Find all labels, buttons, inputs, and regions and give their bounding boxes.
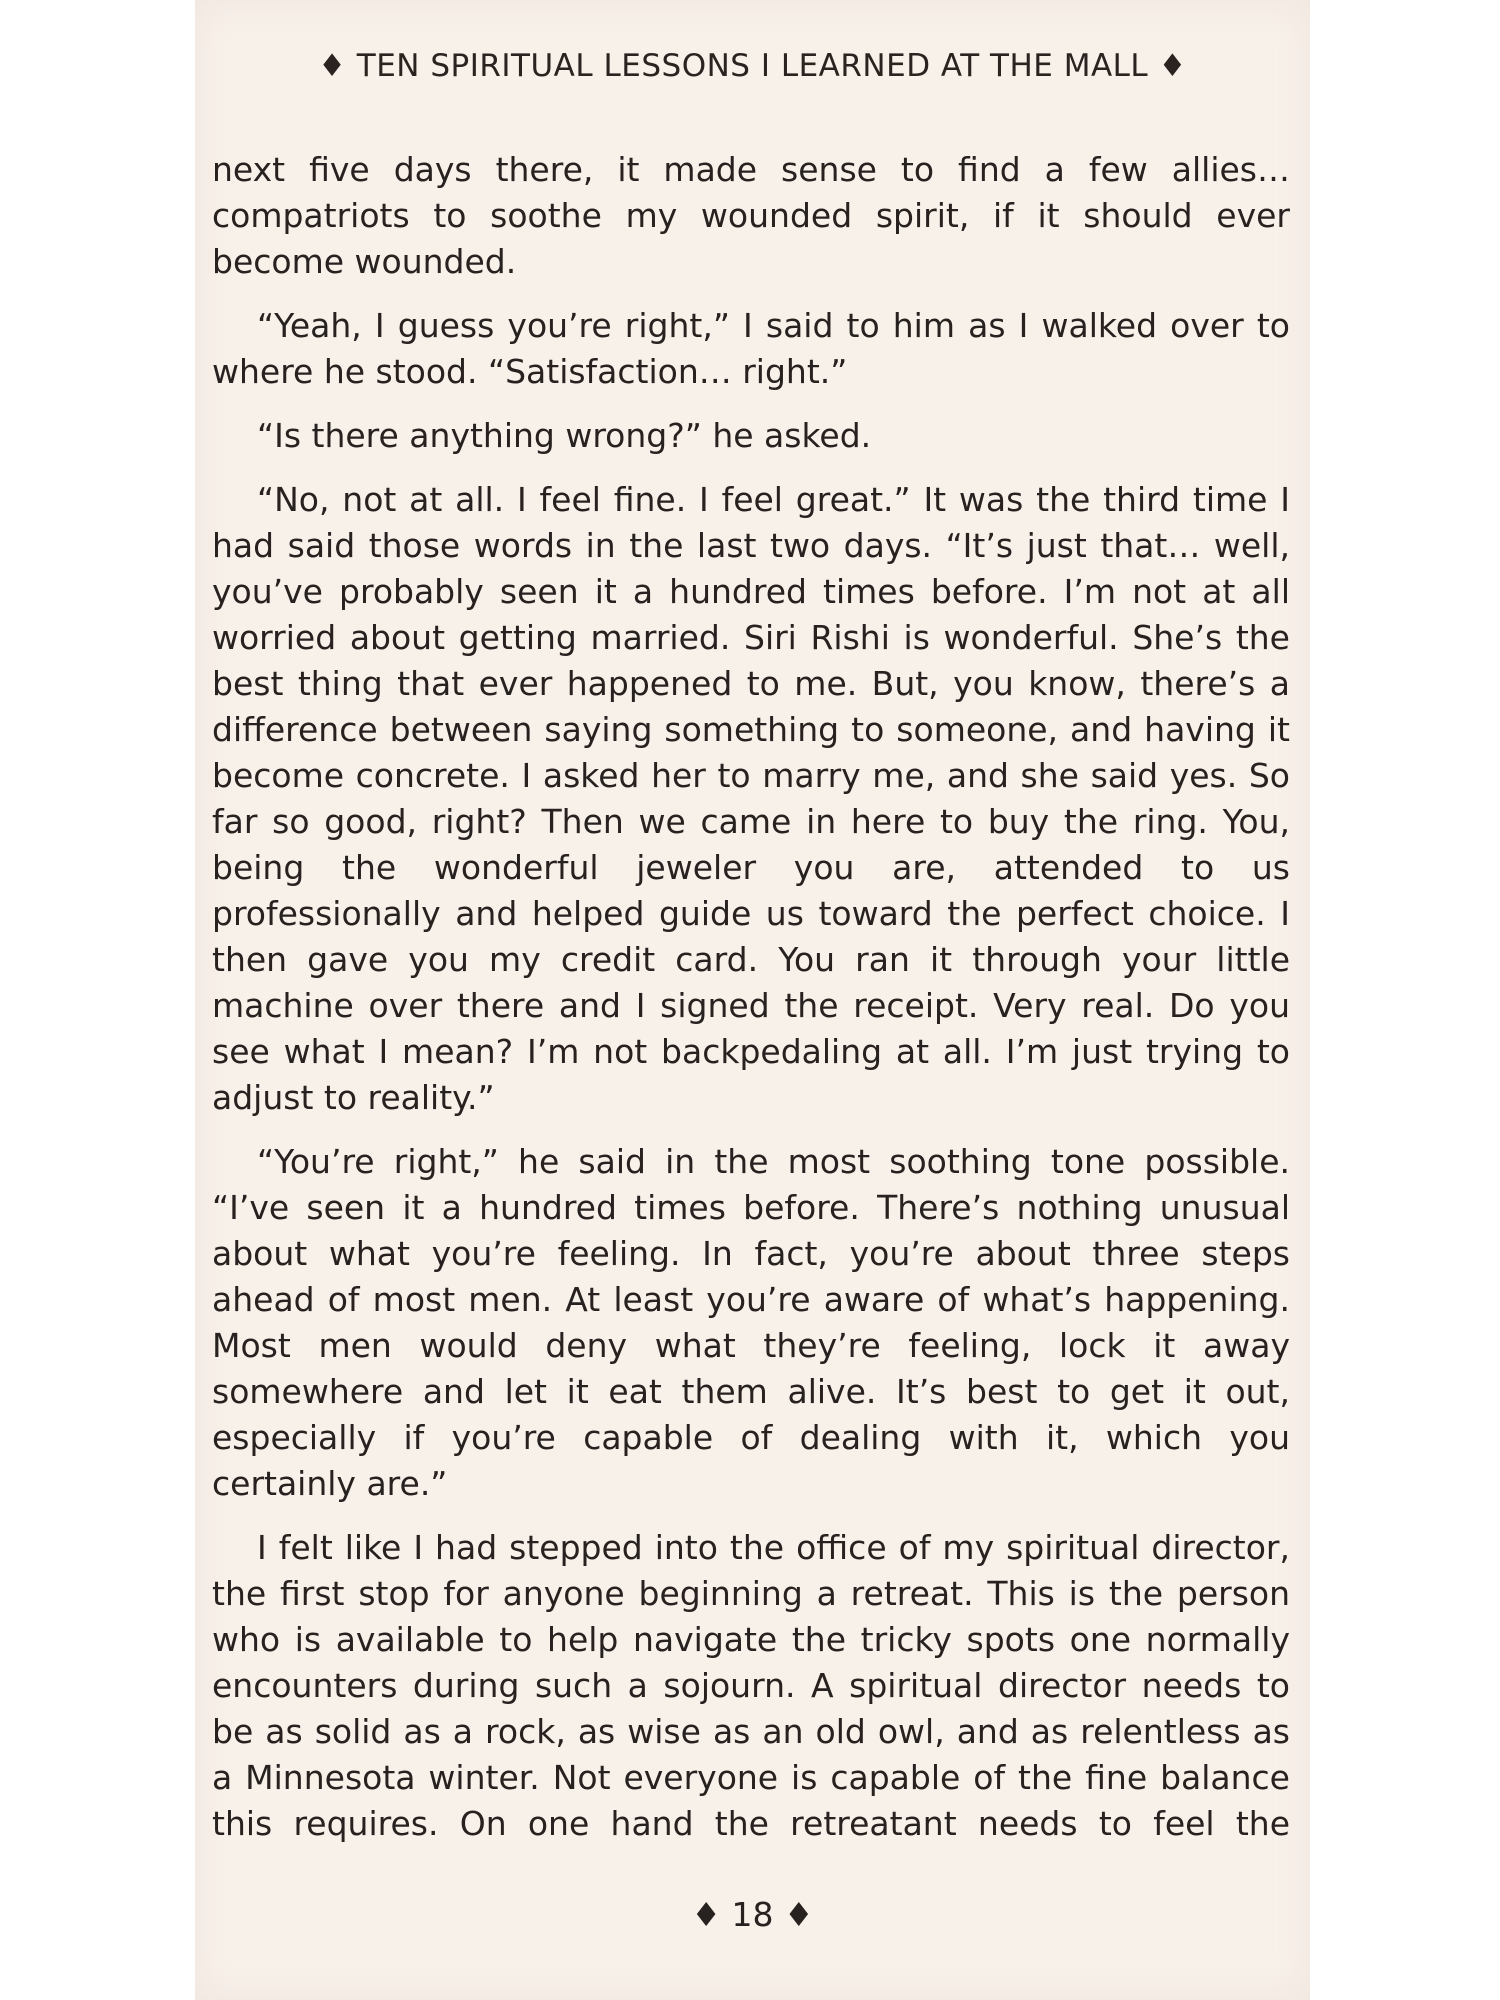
- body-text: [212, 147, 1290, 1865]
- paragraph: next five days there, it made sense to find a few allies… compatriots to soothe my wounded spirit, if it should ever become wounded.: [212, 150, 1290, 281]
- paragraph: “You’re right,” he said in the most soothing tone possible. “I’ve seen it a hundred times before. There’s nothing unusual about what you’re feeling. In fact, you’re about three steps ahead of most men. At least you’re aware of what’s happening. Most men would deny what they’re feeling, lock it away somewhere and let it eat them alive. It’s best to get it out, especially if you’re capable of dealing with it, which you certainly are.”: [212, 1142, 1290, 1503]
- paragraph: “Is there anything wrong?” he asked.: [257, 416, 872, 455]
- book-page: [195, 0, 1310, 2000]
- page-number: ♦ 18 ♦: [691, 1895, 814, 1934]
- paragraph: “No, not at all. I feel fine. I feel great.” It was the third time I had said those words in the last two days. “It’s just that… well, you’ve probably seen it a hundred times before. I’m not at all worried about getting married. Siri Rishi is wonderful. She’s the best thing that ever happened to me. But, you know, there’s a difference between saying something to someone, and having it become concrete. I asked her to marry me, and she said yes. So far so good, right? Then we came in here to buy the ring. You, being the wonderful jeweler you are, attended to us professionally and helped guide us toward the perfect choice. I then gave you my credit card. You ran it through your little machine over there and I signed the receipt. Very real. Do you see what I mean? I’m not backpedaling at all. I’m just trying to adjust to reality.”: [212, 480, 1290, 1117]
- paragraph: “Yeah, I guess you’re right,” I said to him as I walked over to where he stood. “Satisfaction… right.”: [212, 306, 1290, 391]
- running-head: ♦ TEN SPIRITUAL LESSONS I LEARNED AT THE MALL ♦: [318, 48, 1187, 84]
- paragraph: I felt like I had stepped into the office of my spiritual director, the first stop for anyone beginning a retreat. This is the person who is available to help navigate the tricky spots one normally encounters during such a sojourn. A spiritual director needs to be as solid as a rock, as wise as an old owl, and as relentless as a Minnesota winter. Not everyone is capable of the fine balance this requires. On one hand the retreatant needs to feel the: [212, 1528, 1290, 1843]
